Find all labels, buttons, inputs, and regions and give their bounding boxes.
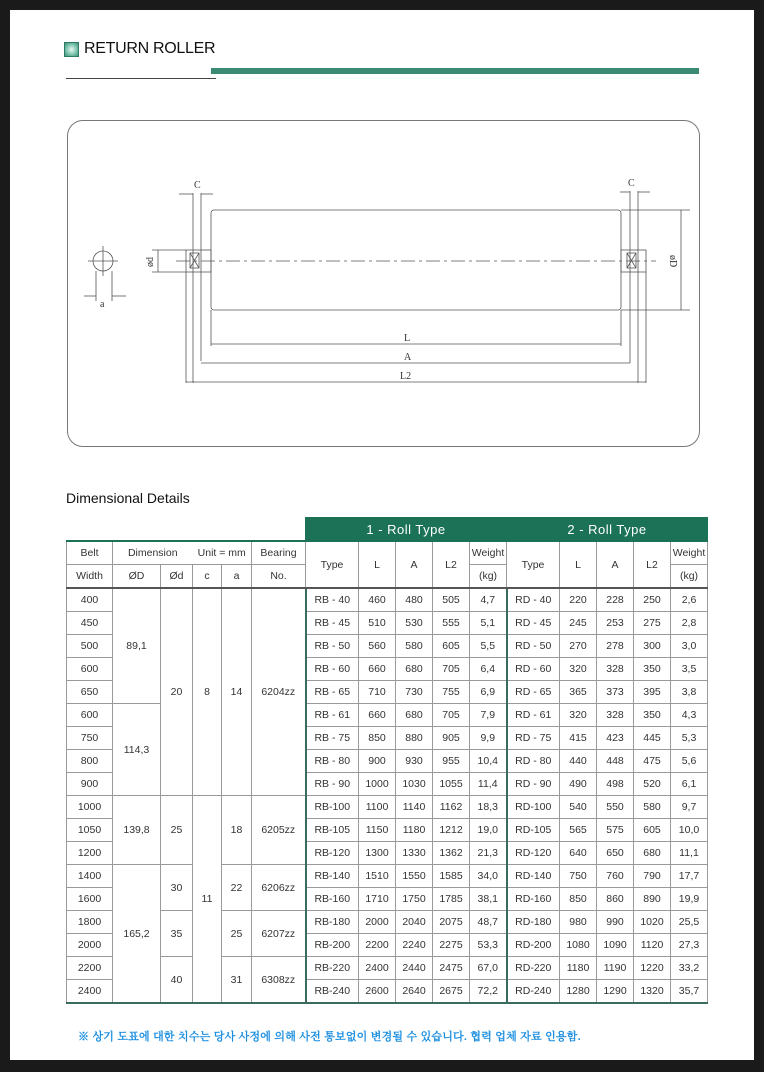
- roll2-A-cell: 990: [597, 911, 634, 934]
- dim-label-D: øD: [667, 255, 678, 268]
- roll1-L2-cell: 905: [433, 727, 470, 750]
- roll1-type-cell: RB - 65: [306, 681, 359, 704]
- roll2-A-cell: 1190: [597, 957, 634, 980]
- roll1-A-cell: 2040: [396, 911, 433, 934]
- roll2-L2-cell: 520: [634, 773, 671, 796]
- roll2-L-cell: 565: [560, 819, 597, 842]
- roll1-L-cell: 710: [359, 681, 396, 704]
- belt-width-cell: 750: [67, 727, 113, 750]
- belt-width-cell: 1800: [67, 911, 113, 934]
- roll1-L-cell: 1000: [359, 773, 396, 796]
- a-cell: 25: [222, 911, 252, 957]
- roll2-L2-cell: 680: [634, 842, 671, 865]
- roll2-type-cell: RD-120: [507, 842, 560, 865]
- dim-label-a: a: [100, 299, 105, 310]
- roll2-weight-cell: 33,2: [671, 957, 708, 980]
- dia-d-cell: 20: [161, 588, 193, 796]
- roll1-type-cell: RB - 60: [306, 658, 359, 681]
- roll1-L-cell: 660: [359, 704, 396, 727]
- header-type-1: Type: [306, 541, 359, 588]
- roll2-type-cell: RD-220: [507, 957, 560, 980]
- belt-width-cell: 2000: [67, 934, 113, 957]
- dia-d-cell: 30: [161, 865, 193, 911]
- roll1-type-cell: RB - 50: [306, 635, 359, 658]
- header-no: No.: [252, 565, 306, 589]
- roll1-A-cell: 580: [396, 635, 433, 658]
- header-d: Ød: [161, 565, 193, 589]
- roll2-A-cell: 228: [597, 588, 634, 612]
- header-L2-1: L2: [433, 541, 470, 588]
- roll1-weight-cell: 38,1: [470, 888, 507, 911]
- roll2-type-cell: RD - 65: [507, 681, 560, 704]
- roll1-type-cell: RB - 61: [306, 704, 359, 727]
- belt-width-cell: 900: [67, 773, 113, 796]
- roll2-weight-cell: 2,8: [671, 612, 708, 635]
- roll1-weight-cell: 21,3: [470, 842, 507, 865]
- roll2-L-cell: 540: [560, 796, 597, 819]
- dia-d-cell: 35: [161, 911, 193, 957]
- roll2-L-cell: 1280: [560, 980, 597, 1004]
- header-A-2: A: [597, 541, 634, 588]
- dia-d-cell: 25: [161, 796, 193, 865]
- roll2-weight-cell: 10,0: [671, 819, 708, 842]
- roll2-A-cell: 328: [597, 658, 634, 681]
- roll1-weight-cell: 67,0: [470, 957, 507, 980]
- roll1-L-cell: 850: [359, 727, 396, 750]
- roll2-L-cell: 850: [560, 888, 597, 911]
- roll2-L2-cell: 890: [634, 888, 671, 911]
- roll1-A-cell: 730: [396, 681, 433, 704]
- roll1-L-cell: 560: [359, 635, 396, 658]
- roll1-weight-cell: 6,4: [470, 658, 507, 681]
- roll1-L-cell: 2600: [359, 980, 396, 1004]
- belt-width-cell: 500: [67, 635, 113, 658]
- roll1-A-cell: 480: [396, 588, 433, 612]
- roll2-weight-cell: 5,6: [671, 750, 708, 773]
- roll2-L-cell: 640: [560, 842, 597, 865]
- roll1-A-cell: 1180: [396, 819, 433, 842]
- page-header: [64, 40, 215, 58]
- group-header-1-roll: 1 - Roll Type: [306, 518, 507, 542]
- dia-d-cell: 40: [161, 957, 193, 1004]
- roll2-A-cell: 328: [597, 704, 634, 727]
- page-title: RETURN ROLLER: [84, 40, 216, 57]
- roll2-L-cell: 750: [560, 865, 597, 888]
- roll2-L-cell: 1080: [560, 934, 597, 957]
- header-kg-1: (kg): [470, 565, 507, 589]
- dim-label-c-left: C: [194, 180, 201, 191]
- roll1-type-cell: RB - 80: [306, 750, 359, 773]
- bearing-cell: 6205zz: [252, 796, 306, 865]
- roll1-weight-cell: 72,2: [470, 980, 507, 1004]
- roll2-type-cell: RD - 75: [507, 727, 560, 750]
- roll2-L2-cell: 395: [634, 681, 671, 704]
- belt-width-cell: 1600: [67, 888, 113, 911]
- dia-D-cell: 165,2: [113, 865, 161, 1004]
- roll2-L-cell: 415: [560, 727, 597, 750]
- a-cell: 22: [222, 865, 252, 911]
- roll1-weight-cell: 11,4: [470, 773, 507, 796]
- table-row: [67, 796, 708, 819]
- roll2-A-cell: 253: [597, 612, 634, 635]
- roll1-weight-cell: 18,3: [470, 796, 507, 819]
- roll2-L-cell: 1180: [560, 957, 597, 980]
- belt-width-cell: 2400: [67, 980, 113, 1004]
- roll2-type-cell: RD - 61: [507, 704, 560, 727]
- roll2-type-cell: RD-140: [507, 865, 560, 888]
- dim-label-A: A: [404, 352, 412, 363]
- roll1-type-cell: RB-105: [306, 819, 359, 842]
- header-weight-2: Weight: [671, 541, 708, 565]
- roll1-A-cell: 880: [396, 727, 433, 750]
- roll2-L2-cell: 475: [634, 750, 671, 773]
- roll1-weight-cell: 10,4: [470, 750, 507, 773]
- table-body: [67, 588, 708, 1003]
- roll2-L2-cell: 790: [634, 865, 671, 888]
- roll1-L-cell: 510: [359, 612, 396, 635]
- roll2-A-cell: 498: [597, 773, 634, 796]
- roll2-L-cell: 980: [560, 911, 597, 934]
- roll1-weight-cell: 19,0: [470, 819, 507, 842]
- roller-drawing-svg: [68, 121, 699, 446]
- roll2-L2-cell: 605: [634, 819, 671, 842]
- roll2-weight-cell: 25,5: [671, 911, 708, 934]
- belt-width-cell: 450: [67, 612, 113, 635]
- roll1-L-cell: 1300: [359, 842, 396, 865]
- roll1-type-cell: RB - 45: [306, 612, 359, 635]
- roll2-A-cell: 1090: [597, 934, 634, 957]
- roll2-weight-cell: 3,5: [671, 658, 708, 681]
- roll1-weight-cell: 9,9: [470, 727, 507, 750]
- roll1-type-cell: RB - 75: [306, 727, 359, 750]
- roll1-L2-cell: 2475: [433, 957, 470, 980]
- roll2-weight-cell: 3,0: [671, 635, 708, 658]
- roll1-weight-cell: 48,7: [470, 911, 507, 934]
- roll2-L-cell: 320: [560, 704, 597, 727]
- roll1-A-cell: 530: [396, 612, 433, 635]
- roll2-L-cell: 270: [560, 635, 597, 658]
- roll1-L-cell: 2400: [359, 957, 396, 980]
- roll2-L2-cell: 1020: [634, 911, 671, 934]
- roll1-type-cell: RB-160: [306, 888, 359, 911]
- roller-drawing: [67, 120, 700, 447]
- roll2-type-cell: RD - 80: [507, 750, 560, 773]
- roll2-A-cell: 423: [597, 727, 634, 750]
- footnote: ※ 상기 도표에 대한 치수는 당사 사정에 의해 사전 통보없이 변경될 수 있습니다. 협력 업체 자료 인용함.: [78, 1031, 581, 1043]
- header-type-2: Type: [507, 541, 560, 588]
- header-D: ØD: [113, 565, 161, 589]
- roll2-type-cell: RD-240: [507, 980, 560, 1004]
- roll1-weight-cell: 6,9: [470, 681, 507, 704]
- roll2-type-cell: RD-105: [507, 819, 560, 842]
- roll2-L2-cell: 300: [634, 635, 671, 658]
- header-dimension: Dimension: [113, 541, 193, 565]
- roller-body: [211, 210, 621, 310]
- roll2-L2-cell: 275: [634, 612, 671, 635]
- roll1-A-cell: 1750: [396, 888, 433, 911]
- belt-width-cell: 600: [67, 704, 113, 727]
- roll1-L-cell: 2200: [359, 934, 396, 957]
- header-A-1: A: [396, 541, 433, 588]
- roll2-L-cell: 365: [560, 681, 597, 704]
- roll2-weight-cell: 5,3: [671, 727, 708, 750]
- roll2-A-cell: 550: [597, 796, 634, 819]
- roll1-L2-cell: 1362: [433, 842, 470, 865]
- header-L-2: L: [560, 541, 597, 588]
- roll2-weight-cell: 27,3: [671, 934, 708, 957]
- roll2-weight-cell: 19,9: [671, 888, 708, 911]
- roll1-L2-cell: 2275: [433, 934, 470, 957]
- title-rule-thin: [66, 78, 216, 79]
- roll1-type-cell: RB-220: [306, 957, 359, 980]
- roll2-A-cell: 860: [597, 888, 634, 911]
- roll2-L-cell: 220: [560, 588, 597, 612]
- roll1-L2-cell: 2075: [433, 911, 470, 934]
- a-cell: 14: [222, 588, 252, 796]
- belt-width-cell: 2200: [67, 957, 113, 980]
- roll2-L-cell: 320: [560, 658, 597, 681]
- belt-width-cell: 1000: [67, 796, 113, 819]
- roll2-weight-cell: 9,7: [671, 796, 708, 819]
- roll1-type-cell: RB-140: [306, 865, 359, 888]
- header-bearing: Bearing: [252, 541, 306, 565]
- table-row: [67, 957, 708, 980]
- roll2-weight-cell: 6,1: [671, 773, 708, 796]
- roll1-L2-cell: 505: [433, 588, 470, 612]
- c-cell: 8: [193, 588, 222, 796]
- roll1-L2-cell: 1162: [433, 796, 470, 819]
- roll1-L-cell: 1100: [359, 796, 396, 819]
- square-bullet-icon: [64, 42, 79, 57]
- roll2-L2-cell: 250: [634, 588, 671, 612]
- roll2-weight-cell: 35,7: [671, 980, 708, 1004]
- roll2-type-cell: RD - 40: [507, 588, 560, 612]
- header-width: Width: [67, 565, 113, 589]
- roll1-L2-cell: 2675: [433, 980, 470, 1004]
- header-kg-2: (kg): [671, 565, 708, 589]
- dia-D-cell: 89,1: [113, 588, 161, 704]
- a-cell: 18: [222, 796, 252, 865]
- roll2-weight-cell: 4,3: [671, 704, 708, 727]
- catalog-page: [10, 10, 754, 1060]
- roll1-L-cell: 2000: [359, 911, 396, 934]
- header-L2-2: L2: [634, 541, 671, 588]
- dim-label-L: L: [404, 333, 411, 344]
- roll2-type-cell: RD-160: [507, 888, 560, 911]
- roll2-A-cell: 448: [597, 750, 634, 773]
- roll1-A-cell: 2440: [396, 957, 433, 980]
- dia-D-cell: 114,3: [113, 704, 161, 796]
- roll1-A-cell: 2640: [396, 980, 433, 1004]
- roll2-type-cell: RD - 50: [507, 635, 560, 658]
- table-row: [67, 865, 708, 888]
- belt-width-cell: 1200: [67, 842, 113, 865]
- roll2-type-cell: RD - 90: [507, 773, 560, 796]
- roll1-L2-cell: 1055: [433, 773, 470, 796]
- roll2-A-cell: 760: [597, 865, 634, 888]
- roll1-L-cell: 460: [359, 588, 396, 612]
- roll2-L2-cell: 1320: [634, 980, 671, 1004]
- roll1-weight-cell: 34,0: [470, 865, 507, 888]
- table-row: [67, 588, 708, 612]
- bearing-cell: 6204zz: [252, 588, 306, 796]
- roll2-weight-cell: 11,1: [671, 842, 708, 865]
- belt-width-cell: 600: [67, 658, 113, 681]
- roll1-A-cell: 680: [396, 704, 433, 727]
- section-title: Dimensional Details: [66, 490, 190, 506]
- dim-label-d: ød: [145, 257, 156, 267]
- roll1-weight-cell: 5,1: [470, 612, 507, 635]
- title-rule-thick: [211, 68, 699, 74]
- roll1-type-cell: RB-100: [306, 796, 359, 819]
- roll1-A-cell: 680: [396, 658, 433, 681]
- roll1-weight-cell: 7,9: [470, 704, 507, 727]
- roll1-weight-cell: 53,3: [470, 934, 507, 957]
- roll2-A-cell: 650: [597, 842, 634, 865]
- roll2-weight-cell: 3,8: [671, 681, 708, 704]
- header-weight-1: Weight: [470, 541, 507, 565]
- dimension-table: [66, 517, 708, 1004]
- roll2-L-cell: 245: [560, 612, 597, 635]
- roll2-type-cell: RD - 60: [507, 658, 560, 681]
- roll2-L2-cell: 350: [634, 704, 671, 727]
- roll1-A-cell: 2240: [396, 934, 433, 957]
- roll2-type-cell: RD-200: [507, 934, 560, 957]
- roll2-type-cell: RD - 45: [507, 612, 560, 635]
- roll2-L-cell: 490: [560, 773, 597, 796]
- roll1-L2-cell: 605: [433, 635, 470, 658]
- belt-width-cell: 650: [67, 681, 113, 704]
- belt-width-cell: 1400: [67, 865, 113, 888]
- group-header-2-roll: 2 - Roll Type: [507, 518, 708, 542]
- bearing-cell: 6206zz: [252, 865, 306, 911]
- roll1-type-cell: RB-180: [306, 911, 359, 934]
- belt-width-cell: 1050: [67, 819, 113, 842]
- roll1-L-cell: 1710: [359, 888, 396, 911]
- belt-width-cell: 400: [67, 588, 113, 612]
- roll1-L2-cell: 705: [433, 658, 470, 681]
- header-unit: Unit = mm: [193, 541, 252, 565]
- roll1-A-cell: 1140: [396, 796, 433, 819]
- c-cell: 11: [193, 796, 222, 1004]
- dim-label-L2: L2: [400, 371, 412, 382]
- roll1-type-cell: RB-200: [306, 934, 359, 957]
- roll1-L2-cell: 555: [433, 612, 470, 635]
- roll1-L-cell: 1510: [359, 865, 396, 888]
- roll1-type-cell: RB - 40: [306, 588, 359, 612]
- roll1-weight-cell: 4,7: [470, 588, 507, 612]
- roll2-L2-cell: 350: [634, 658, 671, 681]
- bearing-cell: 6308zz: [252, 957, 306, 1004]
- roll2-A-cell: 575: [597, 819, 634, 842]
- roll1-L-cell: 900: [359, 750, 396, 773]
- dim-label-c-right: C: [628, 178, 635, 189]
- roll2-A-cell: 1290: [597, 980, 634, 1004]
- roll1-type-cell: RB-120: [306, 842, 359, 865]
- roll1-type-cell: RB - 90: [306, 773, 359, 796]
- roll1-L-cell: 660: [359, 658, 396, 681]
- roll2-weight-cell: 2,6: [671, 588, 708, 612]
- roll2-L2-cell: 1120: [634, 934, 671, 957]
- roll1-L2-cell: 1212: [433, 819, 470, 842]
- roll2-L2-cell: 580: [634, 796, 671, 819]
- header-c: c: [193, 565, 222, 589]
- roll2-weight-cell: 17,7: [671, 865, 708, 888]
- roll2-L-cell: 440: [560, 750, 597, 773]
- roll2-type-cell: RD-180: [507, 911, 560, 934]
- roll2-L2-cell: 445: [634, 727, 671, 750]
- roll1-L2-cell: 1785: [433, 888, 470, 911]
- roll2-L2-cell: 1220: [634, 957, 671, 980]
- roll1-A-cell: 1330: [396, 842, 433, 865]
- belt-width-cell: 800: [67, 750, 113, 773]
- roll1-L2-cell: 955: [433, 750, 470, 773]
- roll2-type-cell: RD-100: [507, 796, 560, 819]
- roll2-A-cell: 278: [597, 635, 634, 658]
- roll1-weight-cell: 5,5: [470, 635, 507, 658]
- bearing-cell: 6207zz: [252, 911, 306, 957]
- roll2-A-cell: 373: [597, 681, 634, 704]
- roll1-L2-cell: 705: [433, 704, 470, 727]
- roll1-A-cell: 1550: [396, 865, 433, 888]
- a-cell: 31: [222, 957, 252, 1004]
- dia-D-cell: 139,8: [113, 796, 161, 865]
- header-a: a: [222, 565, 252, 589]
- roll1-A-cell: 1030: [396, 773, 433, 796]
- header-L-1: L: [359, 541, 396, 588]
- header-belt: Belt: [67, 541, 113, 565]
- roll1-L-cell: 1150: [359, 819, 396, 842]
- roll1-L2-cell: 755: [433, 681, 470, 704]
- roll1-A-cell: 930: [396, 750, 433, 773]
- table-row: [67, 911, 708, 934]
- roll1-type-cell: RB-240: [306, 980, 359, 1004]
- roll1-L2-cell: 1585: [433, 865, 470, 888]
